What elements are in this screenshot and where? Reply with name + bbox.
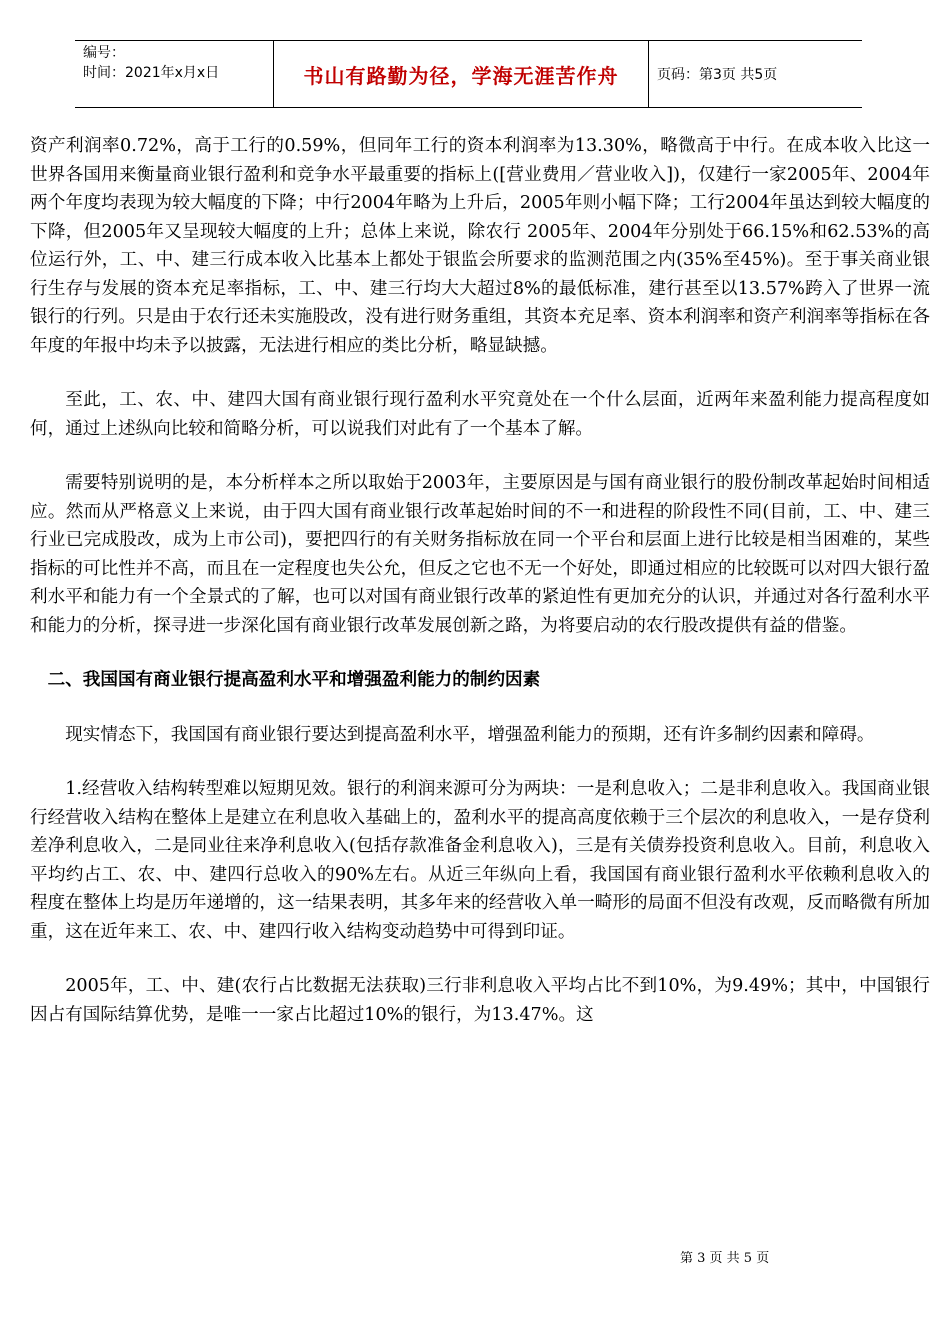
page-header [75, 40, 862, 108]
header-meta [75, 41, 273, 107]
paragraph-3: 需要特别说明的是，本分析样本之所以取始于2003年，主要原因是与国有商业银行的股份制改革起始时间相适应。然而从严格意义上来说，由于四大国有商业银行改革起始时间的不一和进程的阶段性不同(目前，工、中、建三行业已完成股改，成为上市公司)，要把四行的有关财务指标放在同一个平台和层面上进行比较是相当困难的，某些指标的可比性并不高，而且在一定程度也失公允，但反之它也不无一个好处，即通过相应的比较既可以对四大银行盈利水平和能力有一个全景式的了解，也可以对国有商业银行改革的紧迫性有更加充分的认识，并通过对各行盈利水平和能力的分析，探寻进一步深化国有商业银行改革发展创新之路，为将要启动的农行股改提供有益的借鉴。 [30, 473, 930, 636]
paragraph-6: 2005年，工、中、建(农行占比数据无法获取)三行非利息收入平均占比不到10%，为9.49%；其中，中国银行因占有国际结算优势，是唯一一家占比超过10%的银行，为13.47%。这 [30, 976, 930, 1025]
paragraph-1: 资产利润率0.72%，高于工行的0.59%，但同年工行的资本利润率为13.30%，略微高于中行。在成本收入比这一世界各国用来衡量商业银行盈利和竞争水平最重要的指标上([营业费用／营业收入])，仅建行一家2005年、2004年两个年度均表现为较大幅度的下降；中行2004年略为上升后，2005年则小幅下降；工行2004年虽达到较大幅度的下降，但2005年又呈现较大幅度的上升；总体上来说，除农行 2005年、2004年分别处于66.15%和62.53%的高位运行外，工、中、建三行成本收入比基本上都处于银监会所要求的监测范围之内(35%至45%)。至于事关商业银行生存与发展的资本充足率指标，工、中、建三行均大大超过8%的最低标准，建行甚至以13.57%跨入了世界一流银行的行列。只是由于农行还未实施股改，没有进行财务重组，其资本充足率、资本利润率和资产利润率等指标在各年度的年报中均未予以披露，无法进行相应的类比分析，略显缺撼。 [30, 136, 930, 356]
serial-label: 编号： [83, 45, 125, 61]
section-heading: 二、我国国有商业银行提高盈利水平和增强盈利能力的制约因素 [47, 670, 541, 690]
paragraph-4: 现实情态下，我国国有商业银行要达到提高盈利水平，增强盈利能力的预期，还有许多制约因素和障碍。 [65, 724, 875, 745]
time-label: 时间：2021年x月x日 [83, 65, 220, 81]
document-body [30, 132, 930, 1055]
paragraph-2: 至此，工、农、中、建四大国有商业银行现行盈利水平究竟处在一个什么层面，近两年来盈利能力提高程度如何，通过上述纵向比较和简略分析，可以说我们对此有了一个基本了解。 [30, 390, 930, 439]
header-page-label: 页码：第3页 共5页 [657, 67, 778, 83]
page-footer-number: 第 3 页 共 5 页 [680, 1251, 770, 1266]
header-motto: 书山有路勤为径，学海无涯苦作舟 [273, 41, 649, 107]
paragraph-5: 1.经营收入结构转型难以短期见效。银行的利润来源可分为两块：一是利息收入；二是非利息收入。我国商业银行经营收入结构在整体上是建立在利息收入基础上的，盈利水平的提高高度依赖于三个层次的利息收入，一是存贷利差净利息收入，二是同业往来净利息收入(包括存款准备金利息收入)，三是有关债券投资利息收入。目前，利息收入平均约占工、农、中、建四行总收入的90%左右。从近三年纵向上看，我国国有商业银行盈利水平依赖利息收入的程度在整体上均是历年递增的，这一结果表明，其多年来的经营收入单一畸形的局面不但没有改观，反而略微有所加重，这在近年来工、农、中、建四行收入结构变动趋势中可得到印证。 [30, 779, 930, 942]
